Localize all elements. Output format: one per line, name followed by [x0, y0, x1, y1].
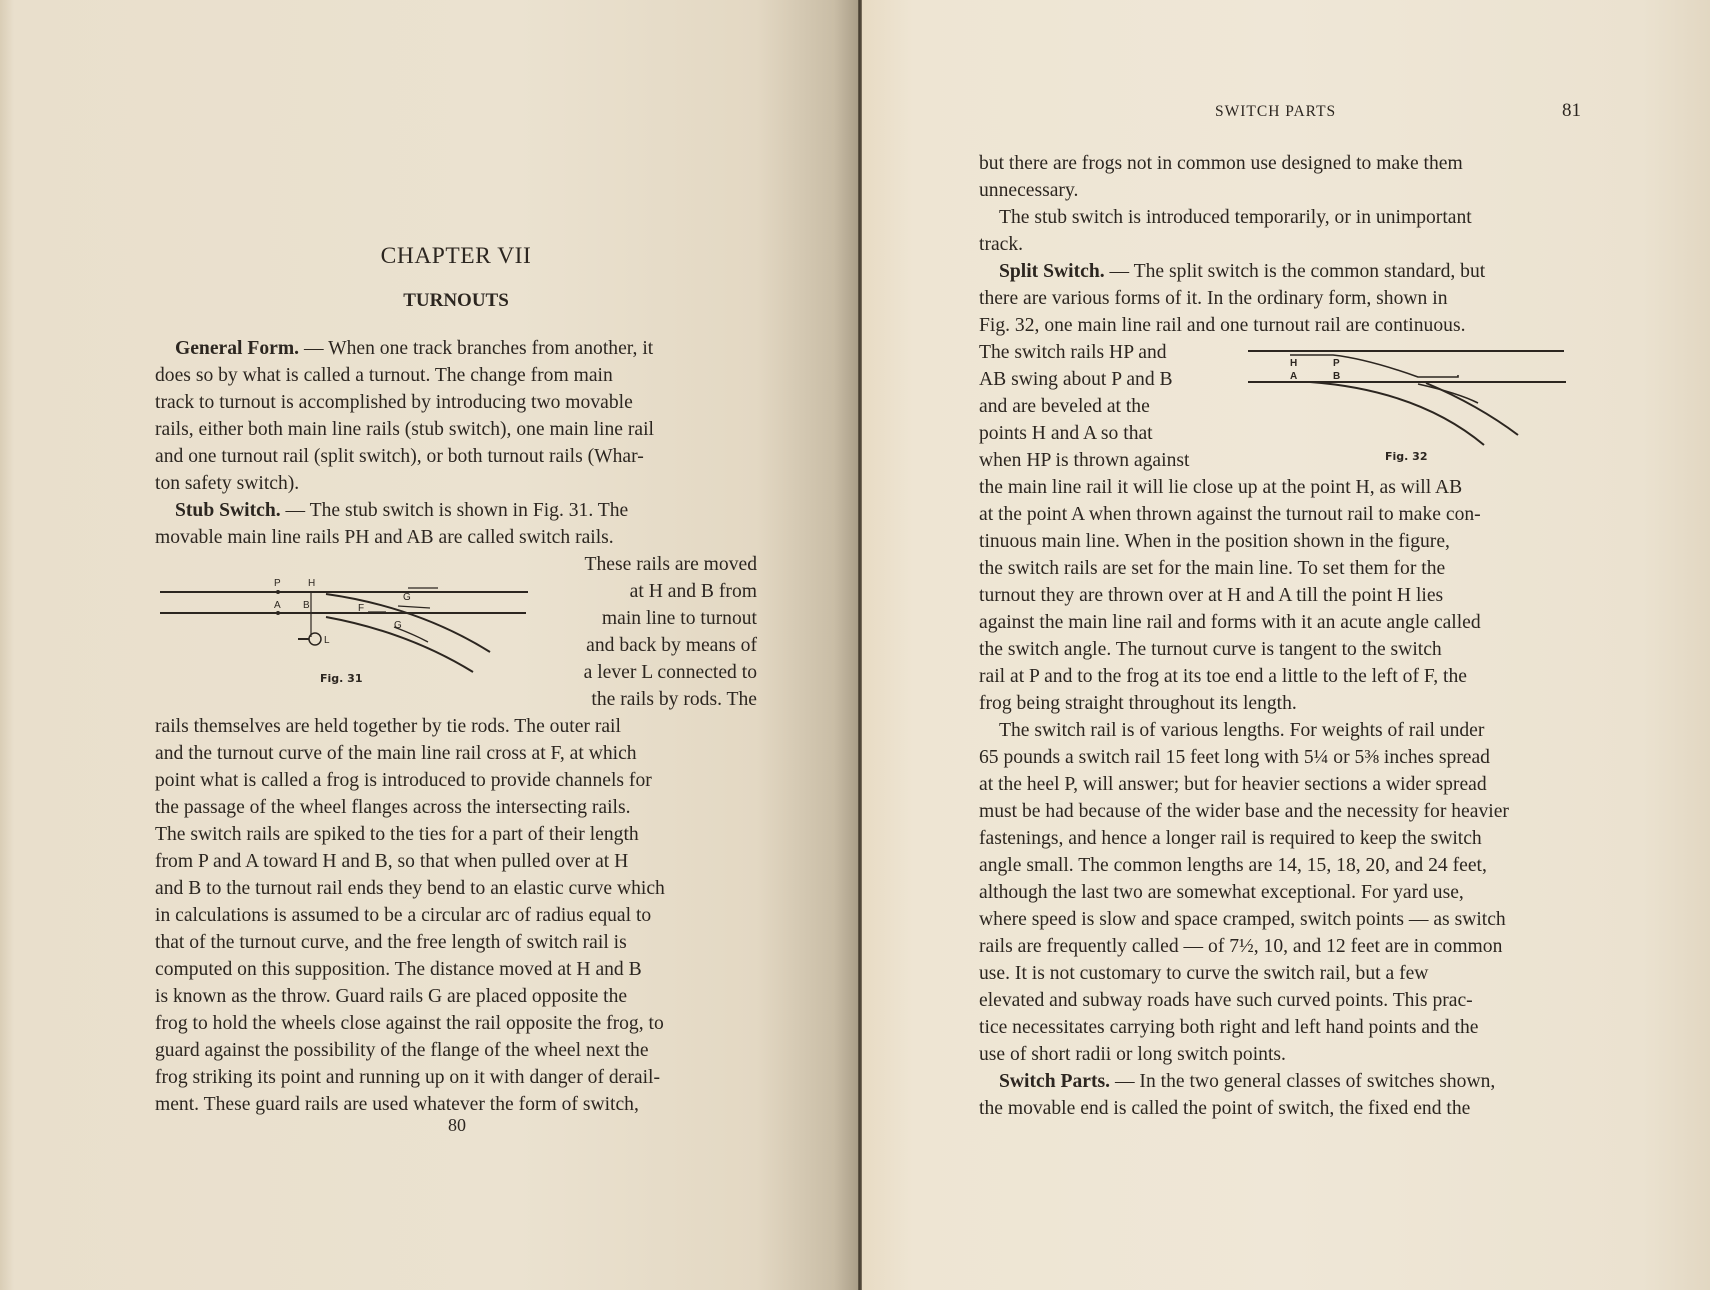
general-form-paragraph: [155, 335, 757, 551]
figure-label: P: [1333, 358, 1340, 369]
paragraph-heading: Split Switch.: [999, 261, 1105, 282]
text-line: must be had because of the wider base and the necessity for heavier: [979, 801, 1509, 822]
book-gutter: [858, 0, 862, 1290]
text-line: guard against the possibility of the flange of the wheel next the: [155, 1040, 649, 1061]
text-line: and are beveled at the: [979, 396, 1150, 417]
figure-label: G: [403, 592, 411, 603]
text-line: and back by means of: [586, 635, 757, 656]
text-line: tice necessitates carrying both right and left hand points and the: [979, 1017, 1479, 1038]
section-title: TURNOUTS: [403, 290, 509, 311]
text-line: at H and B from: [629, 581, 757, 602]
text-line: frog to hold the wheels close against the rail opposite the frog, to: [155, 1013, 664, 1034]
text-line: at the heel P, will answer; but for heavier sections a wider spread: [979, 774, 1487, 795]
figure-31-stub-switch-diagram: [158, 572, 538, 687]
text-line: frog being straight throughout its length.: [979, 693, 1297, 714]
text-line: 65 pounds a switch rail 15 feet long with 5¼ or 5⅜ inches spread: [979, 747, 1490, 768]
text-line: General Form. — When one track branches from another, it: [175, 338, 654, 359]
text-line: turnout they are thrown over at H and A till the point H lies: [979, 585, 1444, 606]
chapter-title: CHAPTER VII: [380, 243, 532, 269]
paragraph-heading: Switch Parts.: [999, 1071, 1111, 1092]
text-line: the switch rails are set for the main line. To set them for the: [979, 558, 1446, 579]
text-line: points H and A so that: [979, 423, 1153, 444]
text-line: tinuous main line. When in the position shown in the figure,: [979, 531, 1450, 552]
text-line: rails are frequently called — of 7½, 10, and 12 feet are in common: [979, 936, 1503, 957]
text-line: against the main line rail and forms with it an acute angle called: [979, 612, 1481, 633]
text-line: rails themselves are held together by tie rods. The outer rail: [155, 716, 621, 737]
running-head: SWITCH PARTS: [1215, 103, 1337, 120]
paragraph-heading: Stub Switch.: [175, 500, 281, 521]
text-line: the passage of the wheel flanges across the intersecting rails.: [155, 797, 631, 818]
text-line: does so by what is called a turnout. The change from main: [155, 365, 613, 386]
figure-label: H: [1290, 358, 1298, 369]
figure-label: H: [308, 578, 316, 589]
paragraph-heading: General Form.: [175, 338, 300, 359]
text-line: Split Switch. — The split switch is the common standard, but: [999, 261, 1486, 282]
text-line: The switch rails HP and: [979, 342, 1167, 363]
text-line: Switch Parts. — In the two general classes of switches shown,: [999, 1071, 1496, 1092]
text-line: that of the turnout curve, and the free length of switch rail is: [155, 932, 627, 953]
text-line: use. It is not customary to curve the switch rail, but a few: [979, 963, 1429, 984]
text-line: unnecessary.: [979, 180, 1079, 201]
text-line: track.: [979, 234, 1024, 255]
text-line: and the turnout curve of the main line rail cross at F, at which: [155, 743, 637, 764]
text-line: These rails are moved: [584, 554, 757, 575]
text-line: AB swing about P and B: [979, 369, 1173, 390]
stub-switch-continued: [155, 713, 757, 1118]
text-line: computed on this supposition. The distance moved at H and B: [155, 959, 642, 980]
figure-31-caption: Fig. 31: [320, 672, 363, 685]
text-line: movable main line rails PH and AB are called switch rails.: [155, 527, 614, 548]
text-line: the main line rail it will lie close up at the point H, as will AB: [979, 477, 1463, 498]
text-line: use of short radii or long switch points.: [979, 1044, 1286, 1065]
figure-label: A: [274, 600, 281, 611]
split-switch-side-text: [979, 339, 1232, 474]
figure-label: G: [394, 620, 402, 631]
text-line: rail at P and to the frog at its toe end a little to the left of F, the: [979, 666, 1467, 687]
text-line: track to turnout is accomplished by introducing two movable: [155, 392, 633, 413]
figure-label: A: [1290, 371, 1298, 382]
text-line: from P and A toward H and B, so that when pulled over at H: [155, 851, 629, 872]
text-line: in calculations is assumed to be a circular arc of radius equal to: [155, 905, 652, 926]
text-line: a lever L connected to: [583, 662, 757, 683]
text-line: frog striking its point and running up on it with danger of derail-: [155, 1067, 660, 1088]
figure-label: P: [274, 578, 281, 589]
text-line: where speed is slow and space cramped, switch points — as switch: [979, 909, 1506, 930]
text-line: at the point A when thrown against the turnout rail to make con-: [979, 504, 1481, 525]
text-line: main line to turnout: [601, 608, 757, 629]
text-line: Fig. 32, one main line rail and one turnout rail are continuous.: [979, 315, 1466, 336]
text-line: The switch rails are spiked to the ties for a part of their length: [155, 824, 639, 845]
text-line: the movable end is called the point of switch, the fixed end the: [979, 1098, 1471, 1119]
text-line: is known as the throw. Guard rails G are placed opposite the: [155, 986, 628, 1007]
text-line: elevated and subway roads have such curved points. This prac-: [979, 990, 1473, 1011]
text-line: rails, either both main line rails (stub switch), one main line rail: [155, 419, 654, 440]
text-line: ment. These guard rails are used whatever the form of switch,: [155, 1094, 639, 1115]
text-line: point what is called a frog is introduced to provide channels for: [155, 770, 652, 791]
figure-label: F: [358, 603, 365, 614]
text-line: and one turnout rail (split switch), or both turnout rails (Whar-: [155, 446, 644, 467]
text-line: angle small. The common lengths are 14, 15, 18, 20, and 24 feet,: [979, 855, 1487, 876]
text-line: there are various forms of it. In the ordinary form, shown in: [979, 288, 1448, 309]
text-line: the switch angle. The turnout curve is tangent to the switch: [979, 639, 1442, 660]
figure-32-split-switch-diagram: [1248, 345, 1570, 455]
figure-label: B: [303, 600, 310, 611]
text-line: The switch rail is of various lengths. For weights of rail under: [999, 720, 1485, 741]
figure-label: L: [324, 635, 330, 646]
text-line: when HP is thrown against: [979, 450, 1190, 471]
right-page-top-text: [979, 150, 1583, 339]
text-line: The stub switch is introduced temporarily, or in unimportant: [999, 207, 1472, 228]
page-number-right: 81: [1562, 100, 1581, 121]
text-line: fastenings, and hence a longer rail is required to keep the switch: [979, 828, 1482, 849]
figure-label: B: [1333, 371, 1341, 382]
stub-switch-side-text: [555, 551, 757, 713]
text-line: although the last two are somewhat exceptional. For yard use,: [979, 882, 1464, 903]
page-number-left: 80: [448, 1115, 466, 1135]
text-line: ton safety switch).: [155, 473, 300, 494]
split-switch-continued: [979, 474, 1583, 1122]
text-line: Stub Switch. — The stub switch is shown in Fig. 31. The: [175, 500, 629, 521]
text-line: the rails by rods. The: [591, 689, 757, 710]
figure-32-caption: Fig. 32: [1385, 450, 1428, 463]
text-line: and B to the turnout rail ends they bend to an elastic curve which: [155, 878, 665, 899]
text-line: but there are frogs not in common use designed to make them: [979, 153, 1463, 174]
